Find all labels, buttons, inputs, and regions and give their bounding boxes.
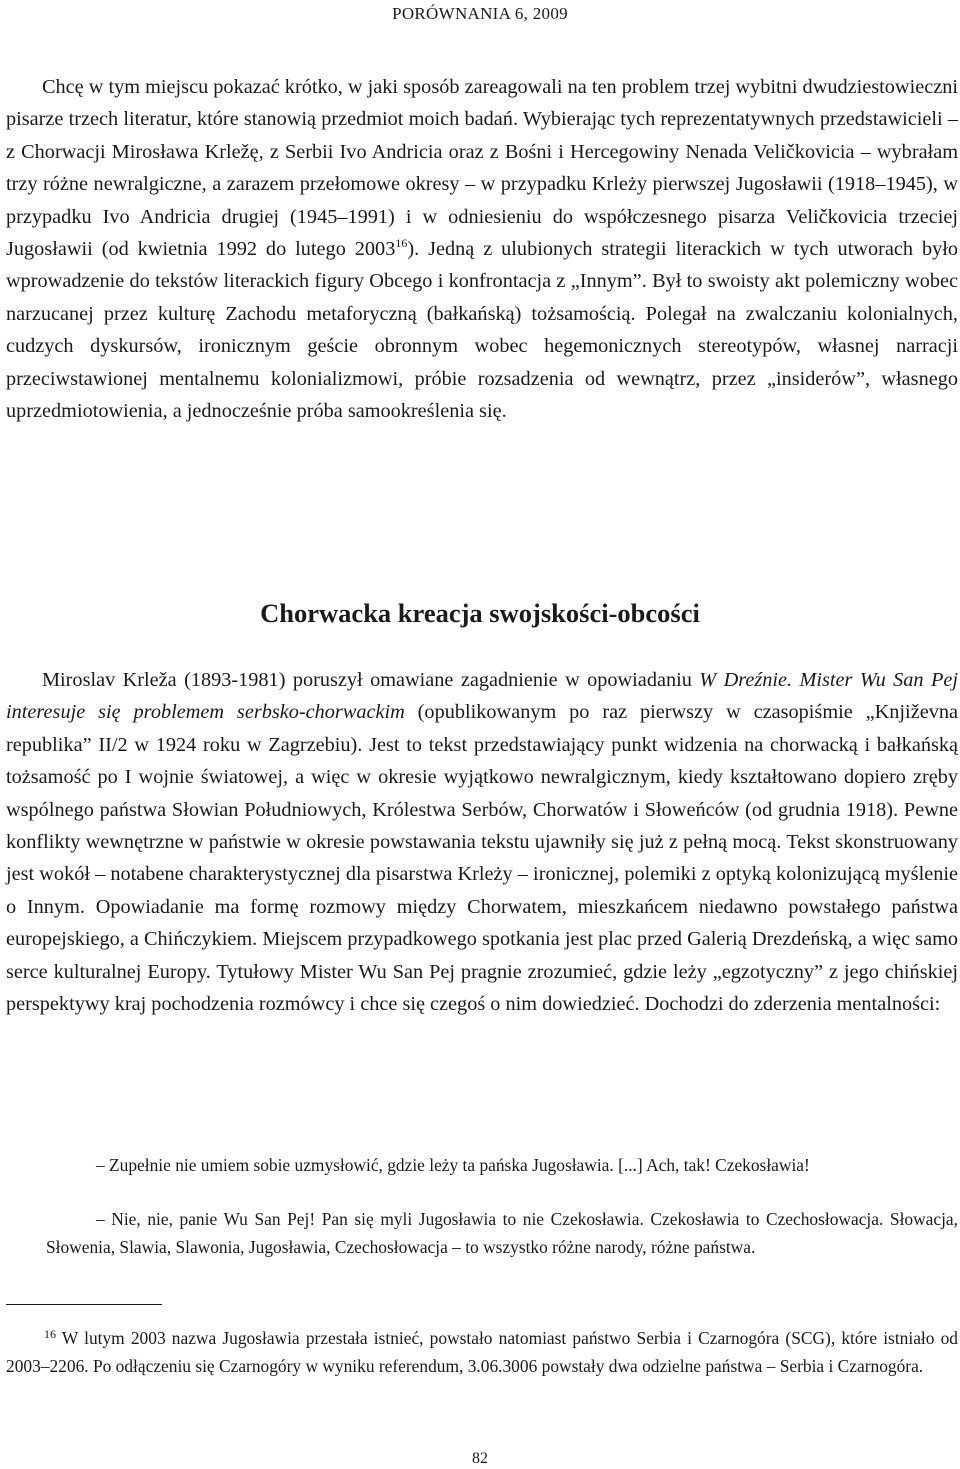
paragraph-text-continued: ). Jedną z ulubionych strategii literackich w tych utworach było wprowadzenie do tekstów literackich figury Obcego i konfrontacja z „Innym”. Był to swoisty akt polemiczny wobec narzucanej przez kulturę Zachodu metaforyczną (bałkańską) tożsamością. Polegał na zwalczaniu kolonialnych, cudzych dyskursów, ironicznym geście obronnym wobec hegemonicznych stereotypów, własnej narracji przeciwstawionej mentalnemu kolonializmowi, próbie rozsadzenia od wewnątrz, przez „insiderów”, własnego uprzedmiotowienia, a jednocześnie próba samookreślenia się.	[6, 238, 959, 423]
body-paragraph-1	[6, 71, 958, 427]
paragraph-intro: Miroslav Krleža (1893-1981) poruszył omawiane zagadnienie w opowiadaniu	[42, 669, 700, 691]
footnote-16	[6, 1325, 958, 1380]
story-title: W Dreźnie. Mister Wu San Pej interesuje się problemem serbsko-chorwackim	[6, 669, 958, 724]
footnote-number: 16	[44, 1327, 56, 1341]
footnote-text: W lutym 2003 nazwa Jugosławia przestała istnieć, powstało natomiast państwo Serbia i Czarnogóra (SCG), które istniało od 2003–2206. Po odłączeniu się Czarnogóry w wyniku referendum, 3.06.3006 powstały dwa odzielne państwa – Serbia i Czarnogóra.	[6, 1328, 958, 1376]
running-header: PORÓWNANIA 6, 2009	[392, 4, 568, 23]
paragraph-text: Chcę w tym miejscu pokazać krótko, w jaki sposób zareagowali na ten problem trzej wybitni dwudziestowieczni pisarze trzech literatur, które stanowią przedmiot moich badań. Wybierając tych reprezentatywnych przedstawicieli – z Chorwacji Mirosława Krležę, z Serbii Ivo Andricia oraz z Bośni i Hercegowiny Nenada Veličkovicia – wybrałam trzy różne newralgiczne, a zarazem przełomowe okresy – w przypadku Krleży pierwszej Jugosławii (1918–1945), w przypadku Ivo Andricia drugiej (1945–1991) i w odniesieniu do współczesnego pisarza Veličkovicia trzeciej Jugosławii (od kwietnia 1992 do lutego 2003	[6, 76, 958, 261]
dialogue-quote-1: – Zupełnie nie umiem sobie uzmysłowić, gdzie leży ta pańska Jugosławia. [...] Ach, tak! Czekosławia!	[96, 1155, 810, 1175]
dialogue-quote-2: – Nie, nie, panie Wu San Pej! Pan się myli Jugosławia to nie Czekosławia. Czekosławia to Czechosłowacja. Słowacja, Słowenia, Slawia, Slawonia, Jugosławia, Czechosłowacja – to wszystko różne narody, różne państwa.	[46, 1209, 958, 1257]
page-number: 82	[472, 1450, 488, 1467]
body-paragraph-2	[6, 664, 958, 1020]
footnote-reference[interactable]: 16	[395, 236, 408, 251]
paragraph-text: (opublikowanym po raz pierwszy w czasopiśmie „Književna republika” II/2 w 1924 roku w Zagrzebiu). Jest to tekst przedstawiający punkt widzenia na chorwacką i bałkańską tożsamość po I wojnie światowej, a więc w okresie wyjątkowo newralgicznym, kiedy kształtowano dopiero zręby wspólnego państwa Słowian Południowych, Królestwa Serbów, Chorwatów i Słoweńców (od grudnia 1918). Pewne konflikty wewnętrzne w państwie w okresie powstawania tekstu ujawniły się już z pełną mocą. Tekst skonstruowany jest wokół – notabene charakterystycznej dla pisarstwa Krleży – ironicznej, polemiki z optyką kolonizującą myślenie o Innym. Opowiadanie ma formę rozmowy między Chorwatem, mieszkańcem niedawno powstałego państwa europejskiego, a Chińczykiem. Miejscem przypadkowego spotkania jest plac przed Galerią Drezdeńską, a więc samo serce kulturalnej Europy. Tytułowy Mister Wu San Pej pragnie zrozumieć, gdzie leży „egzotyczny” z jego chińskiej perspektywy kraj pochodzenia rozmówcy i chce się czegoś o nim dowiedzieć. Dochodzi do zderzenia mentalności:	[6, 701, 958, 1016]
section-heading: Chorwacka kreacja swojskości-obcości	[260, 598, 700, 628]
footnote-separator	[6, 1304, 162, 1305]
